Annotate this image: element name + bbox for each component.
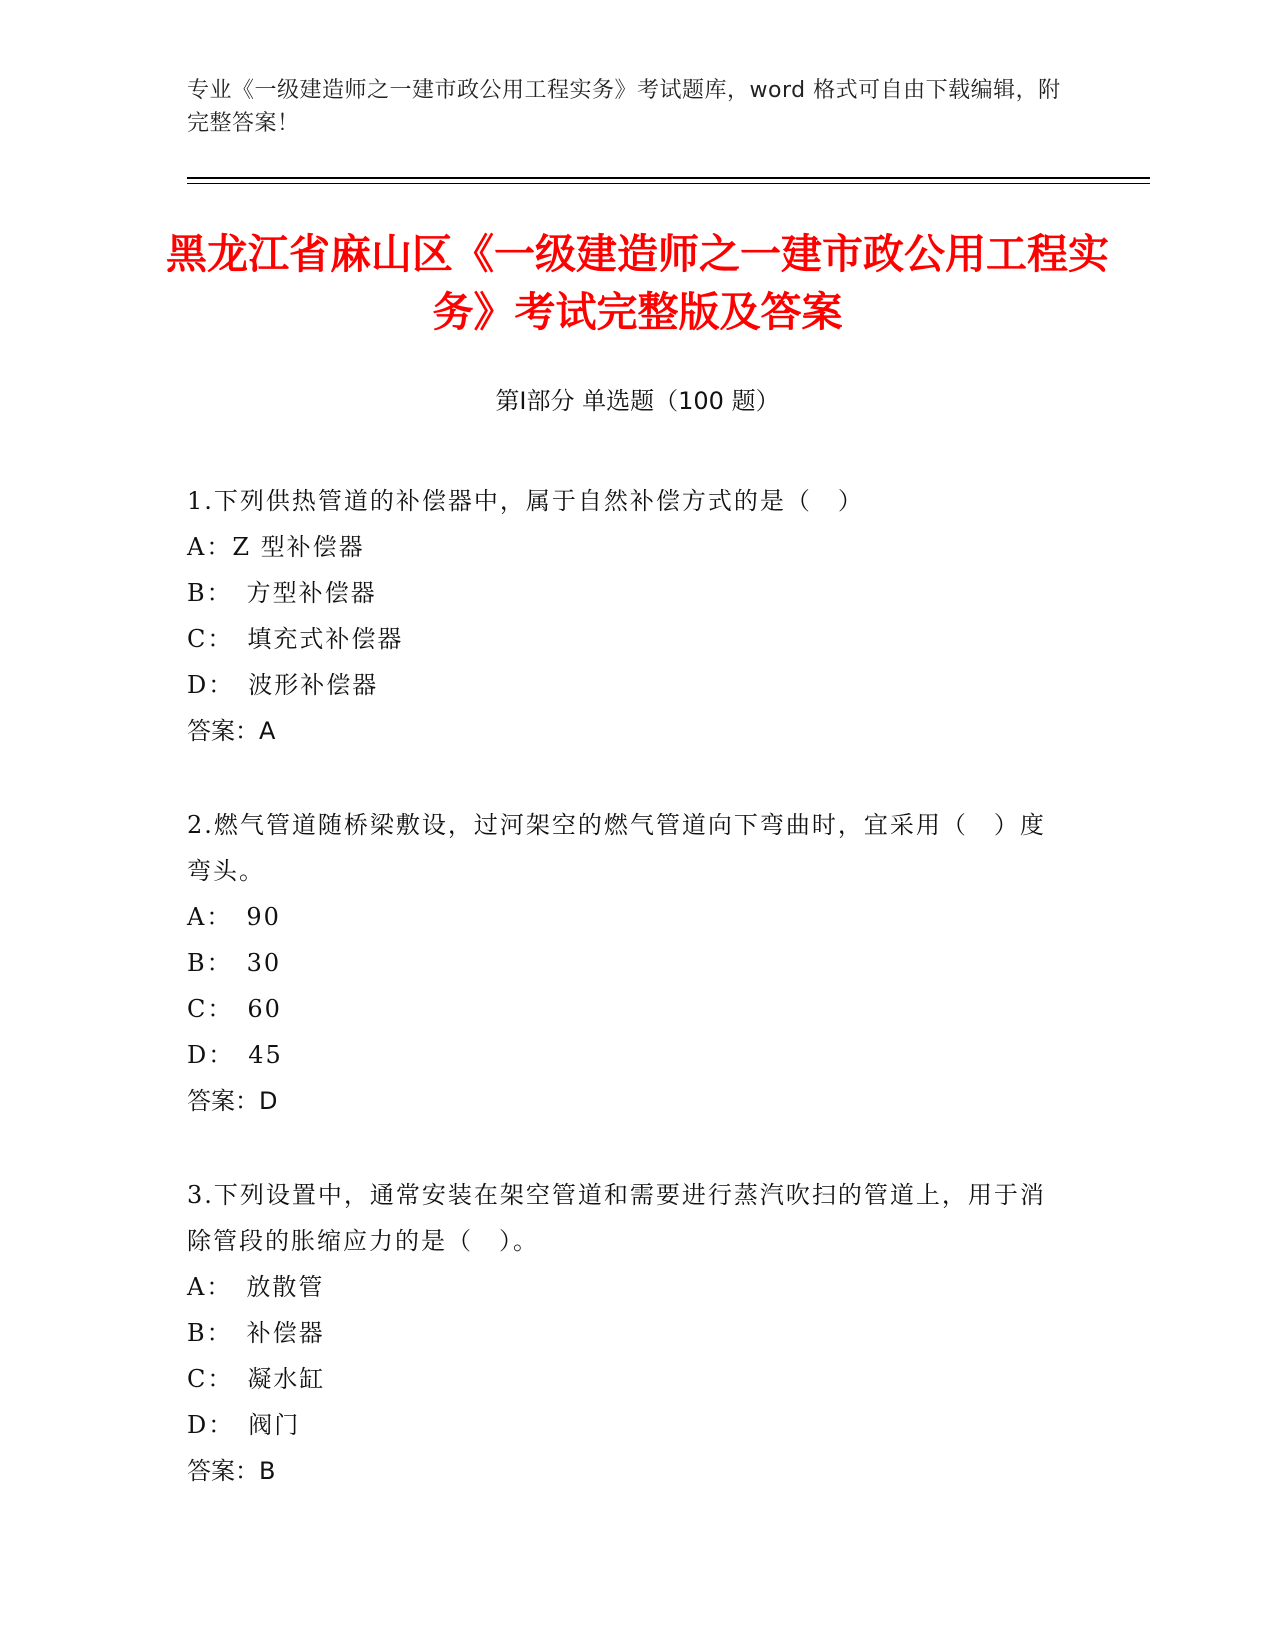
question-text: 1.下列供热管道的补偿器中，属于自然补偿方式的是（ ） <box>187 487 864 515</box>
header-divider-thick <box>187 177 1150 179</box>
option-c: C： 60 <box>187 995 282 1023</box>
document-title: 黑龙江省麻山区《一级建造师之一建市政公用工程实务》考试完整版及答案 <box>166 230 1109 336</box>
option-a: A： 90 <box>187 903 281 931</box>
option-b: B： 30 <box>187 949 282 977</box>
question-1 <box>187 478 1067 754</box>
question-text: 2.燃气管道随桥梁敷设，过河架空的燃气管道向下弯曲时，宜采用（ ）度弯头。 <box>187 811 1046 885</box>
answer: 答案：B <box>187 1457 276 1485</box>
option-a: A： 放散管 <box>187 1273 325 1301</box>
header-note: 专业《一级建造师之一建市政公用工程实务》考试题库，word 格式可自由下载编辑，附完整答案！ <box>187 78 1061 136</box>
option-b: B： 方型补偿器 <box>187 579 377 607</box>
option-c: C： 填充式补偿器 <box>187 625 404 653</box>
option-a: A：Z 型补偿器 <box>187 533 365 561</box>
answer: 答案：A <box>187 717 276 745</box>
section-title: 第Ⅰ部分 单选题（100 题） <box>495 387 780 415</box>
option-c: C： 凝水缸 <box>187 1365 326 1393</box>
question-2 <box>187 802 1067 1124</box>
option-d: D： 波形补偿器 <box>187 671 379 699</box>
question-text: 3.下列设置中，通常安装在架空管道和需要进行蒸汽吹扫的管道上，用于消除管段的胀缩应力的是（ ）。 <box>187 1181 1046 1255</box>
question-3 <box>187 1172 1067 1494</box>
answer: 答案：D <box>187 1087 278 1115</box>
header-divider-thin <box>187 183 1150 184</box>
option-d: D： 阀门 <box>187 1411 301 1439</box>
option-d: D： 45 <box>187 1041 283 1069</box>
question-list <box>187 478 1067 1542</box>
option-b: B： 补偿器 <box>187 1319 325 1347</box>
